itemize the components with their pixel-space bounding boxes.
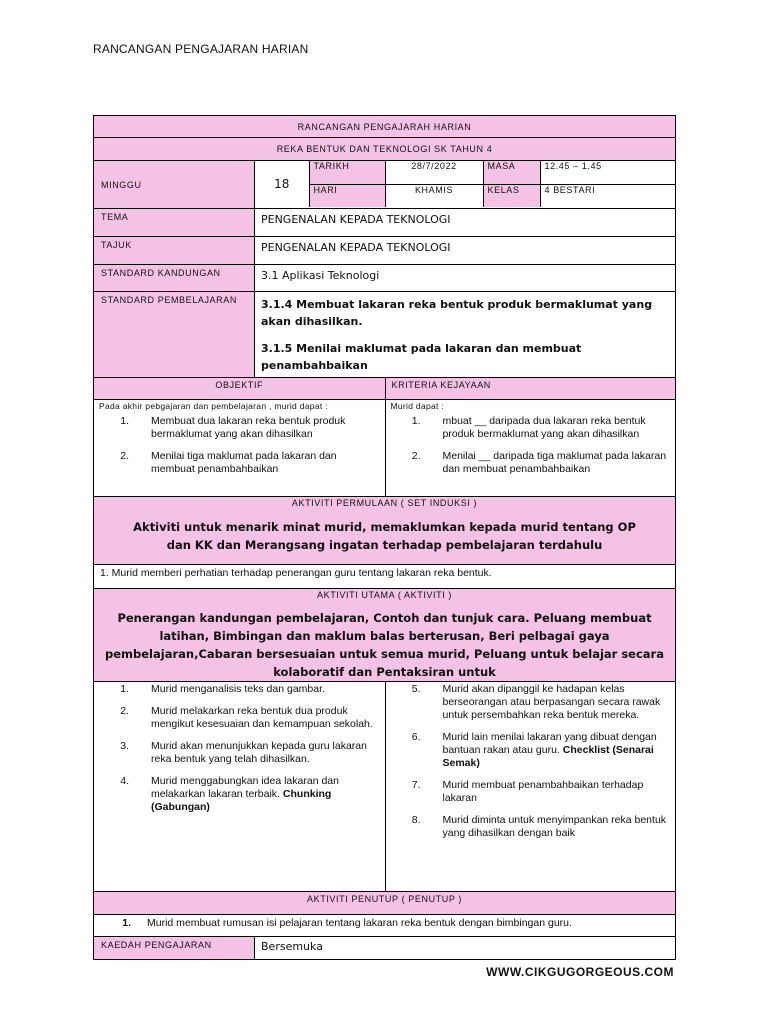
list-item-plain-text: Murid diminta untuk menyimpankan reka bentuk yang dihasilkan dengan baik	[442, 814, 667, 839]
list-item-plain-text: mbuat __ daripada dua lakaran reka bentuk produk bermaklumat yang akan dihasilkan	[442, 415, 646, 440]
list-item-number: 4.	[120, 775, 129, 787]
standard-kandungan-label: STANDARD KANDUNGAN	[94, 265, 255, 292]
list-item	[391, 814, 672, 840]
list-item-text	[151, 683, 380, 696]
list-item-plain-text: Menilai __ daripada tiga maklumat pada lakaran dan membuat penambahbaikan	[442, 450, 667, 475]
list-item	[99, 415, 380, 441]
standard-pembelajaran-label: STANDARD PEMBELAJARAN	[94, 292, 255, 378]
penutup-header: AKTIVITI PENUTUP ( PENUTUP )	[94, 892, 676, 915]
list-item	[391, 779, 672, 805]
list-item-text	[443, 731, 672, 770]
list-item-emphasis: Chunking (Gabungan)	[151, 788, 332, 813]
utama-right-cell	[385, 682, 676, 891]
lesson-plan-table	[93, 115, 676, 960]
kaedah-value: Bersemuka	[255, 937, 676, 960]
utama-left-list	[99, 683, 380, 814]
list-item-plain-text: Murid akan menunjukkan kepada guru lakaran reka bentuk yang telah dihasilkan.	[151, 740, 367, 765]
sp-item-2: 3.1.5 Menilai maklumat pada lakaran dan membuat penambahbaikan	[261, 342, 582, 372]
list-item	[99, 775, 380, 814]
standard-kandungan-value: 3.1 Aplikasi Teknologi	[255, 265, 676, 292]
list-item-number: 1.	[120, 683, 129, 695]
permulaan-banner: Aktiviti untuk menarik minat murid, memaklumkan kepada murid tentang OP dan KK dan Merangsang ingatan terhadap pembelajaran terdahulu	[133, 520, 636, 552]
list-item-number: 2.	[120, 450, 129, 462]
objektif-cell	[94, 400, 385, 496]
list-item-plain-text: Murid akan dipanggil ke hadapan kelas berseorangan atau berpasangan secara rawak untuk persembahkan reka bentuk mereka.	[442, 683, 661, 721]
kriteria-intro: Murid dapat :	[390, 401, 445, 411]
tarikh-label: TARIKH	[309, 161, 385, 184]
objektif-header: OBJEKTIF	[94, 378, 385, 399]
tema-label: TEMA	[94, 209, 255, 237]
list-item-number: 1.	[120, 415, 129, 427]
hari-value: KHAMIS	[385, 184, 483, 207]
objektif-list	[99, 415, 380, 476]
utama-right-list	[391, 683, 672, 840]
minggu-value: 18	[255, 161, 309, 207]
utama-section	[94, 589, 676, 682]
kriteria-list	[391, 415, 672, 476]
list-item-plain-text: Murid membuat penambahbaikan terhadap lakaran	[442, 779, 644, 804]
utama-banner: Penerangan kandungan pembelajaran, Contoh dan tunjuk cara. Peluang membuat latihan, Bimbingan dan maklum balas berterusan, Beri pelbagai gaya pembelajaran,Cabaran bersesuaian untuk semua murid, Peluang untuk belajar secara kolaboratif dan Pentaksiran untuk	[105, 611, 664, 679]
list-item-number: 2.	[411, 450, 421, 462]
list-item-text	[151, 775, 380, 814]
standard-pembelajaran-value	[255, 292, 676, 378]
kriteria-header: KRITERIA KEJAYAAN	[385, 378, 676, 399]
utama-header: AKTIVITI UTAMA ( AKTIVITI )	[316, 590, 453, 600]
tema-value: PENGENALAN KEPADA TEKNOLOGI	[255, 209, 676, 237]
list-item	[391, 683, 672, 722]
list-item	[99, 740, 380, 766]
list-item-number: 1.	[411, 415, 421, 427]
objektif-intro: Pada akhir pebgajaran dan pembelajaran , murid dapat :	[99, 401, 328, 411]
list-item-number: 6.	[411, 731, 421, 743]
list-item-plain-text: Murid menggabungkan idea lakaran dan melakarkan lakaran terbaik.	[151, 775, 339, 800]
list-item-text	[443, 814, 672, 840]
tajuk-label: TAJUK	[94, 237, 255, 265]
list-item-text	[443, 415, 672, 441]
masa-label: MASA	[483, 161, 540, 184]
list-item-plain-text: Murid melakarkan reka bentuk dua produk mengikut kesesuaian dan kemampuan sekolah.	[151, 705, 373, 730]
list-item-text	[443, 683, 672, 722]
list-item-text	[443, 450, 672, 476]
permulaan-section	[94, 497, 676, 565]
list-item-text	[443, 779, 672, 805]
list-item-number: 2.	[120, 705, 129, 717]
kelas-value: 4 BESTARI	[540, 184, 675, 207]
penutup-activity	[94, 915, 676, 937]
kriteria-cell	[385, 400, 676, 496]
tajuk-value: PENGENALAN KEPADA TEKNOLOGI	[255, 237, 676, 265]
kelas-label: KELAS	[483, 184, 540, 207]
list-item-plain-text: Membuat dua lakaran reka bentuk produk bermaklumat yang akan dihasilkan	[151, 415, 346, 440]
list-item	[391, 731, 672, 770]
table-title: RANCANGAN PENGAJARAH HARIAN	[94, 116, 676, 138]
footer-website[interactable]: WWW.CIKGUGORGEOUS.COM	[486, 965, 674, 979]
list-item-number: 7.	[411, 779, 421, 791]
list-item-number: 3.	[120, 740, 129, 752]
kaedah-label: KAEDAH PENGAJARAN	[94, 937, 255, 960]
list-item	[391, 450, 672, 476]
list-item-text	[151, 450, 380, 476]
list-item	[99, 705, 380, 731]
tarikh-value: 28/7/2022	[385, 161, 483, 184]
masa-value: 12.45 – 1.45	[540, 161, 675, 184]
list-item	[99, 683, 380, 696]
date-info-grid	[255, 161, 675, 207]
list-item-text	[151, 415, 380, 441]
list-item-plain-text: Menilai tiga maklumat pada lakaran dan membuat penambahbaikan	[151, 450, 337, 475]
list-item-number: 8.	[411, 814, 421, 826]
sp-item-1: 3.1.4 Membuat lakaran reka bentuk produk bermaklumat yang akan dihasilkan.	[261, 298, 653, 328]
list-item-text	[151, 740, 380, 766]
penutup-num: 1.	[122, 917, 131, 929]
minggu-label: MINGGU	[94, 161, 255, 209]
permulaan-activity: 1. Murid memberi perhatian terhadap penerangan guru tentang lakaran reka bentuk.	[94, 565, 676, 589]
list-item-number: 5.	[411, 683, 421, 695]
list-item	[99, 450, 380, 476]
list-item-emphasis: Checklist (Senarai Semak)	[442, 744, 654, 769]
penutup-text: Murid membuat rumusan isi pelajaran tentang lakaran reka bentuk dengan bimbingan guru.	[147, 917, 572, 929]
hari-label: HARI	[309, 184, 385, 207]
list-item-plain-text: Murid lain menilai lakaran yang dibuat dengan bantuan rakan atau guru.	[442, 731, 657, 756]
list-item-plain-text: Murid menganalisis teks dan gambar.	[151, 683, 325, 695]
utama-left-cell	[94, 682, 385, 891]
list-item-text	[151, 705, 380, 731]
permulaan-header: AKTIVITI PERMULAAN ( SET INDUKSI )	[291, 498, 478, 508]
document-title: RANCANGAN PENGAJARAN HARIAN	[93, 42, 309, 56]
list-item	[391, 415, 672, 441]
subject-header: REKA BENTUK DAN TEKNOLOGI SK TAHUN 4	[94, 138, 676, 161]
